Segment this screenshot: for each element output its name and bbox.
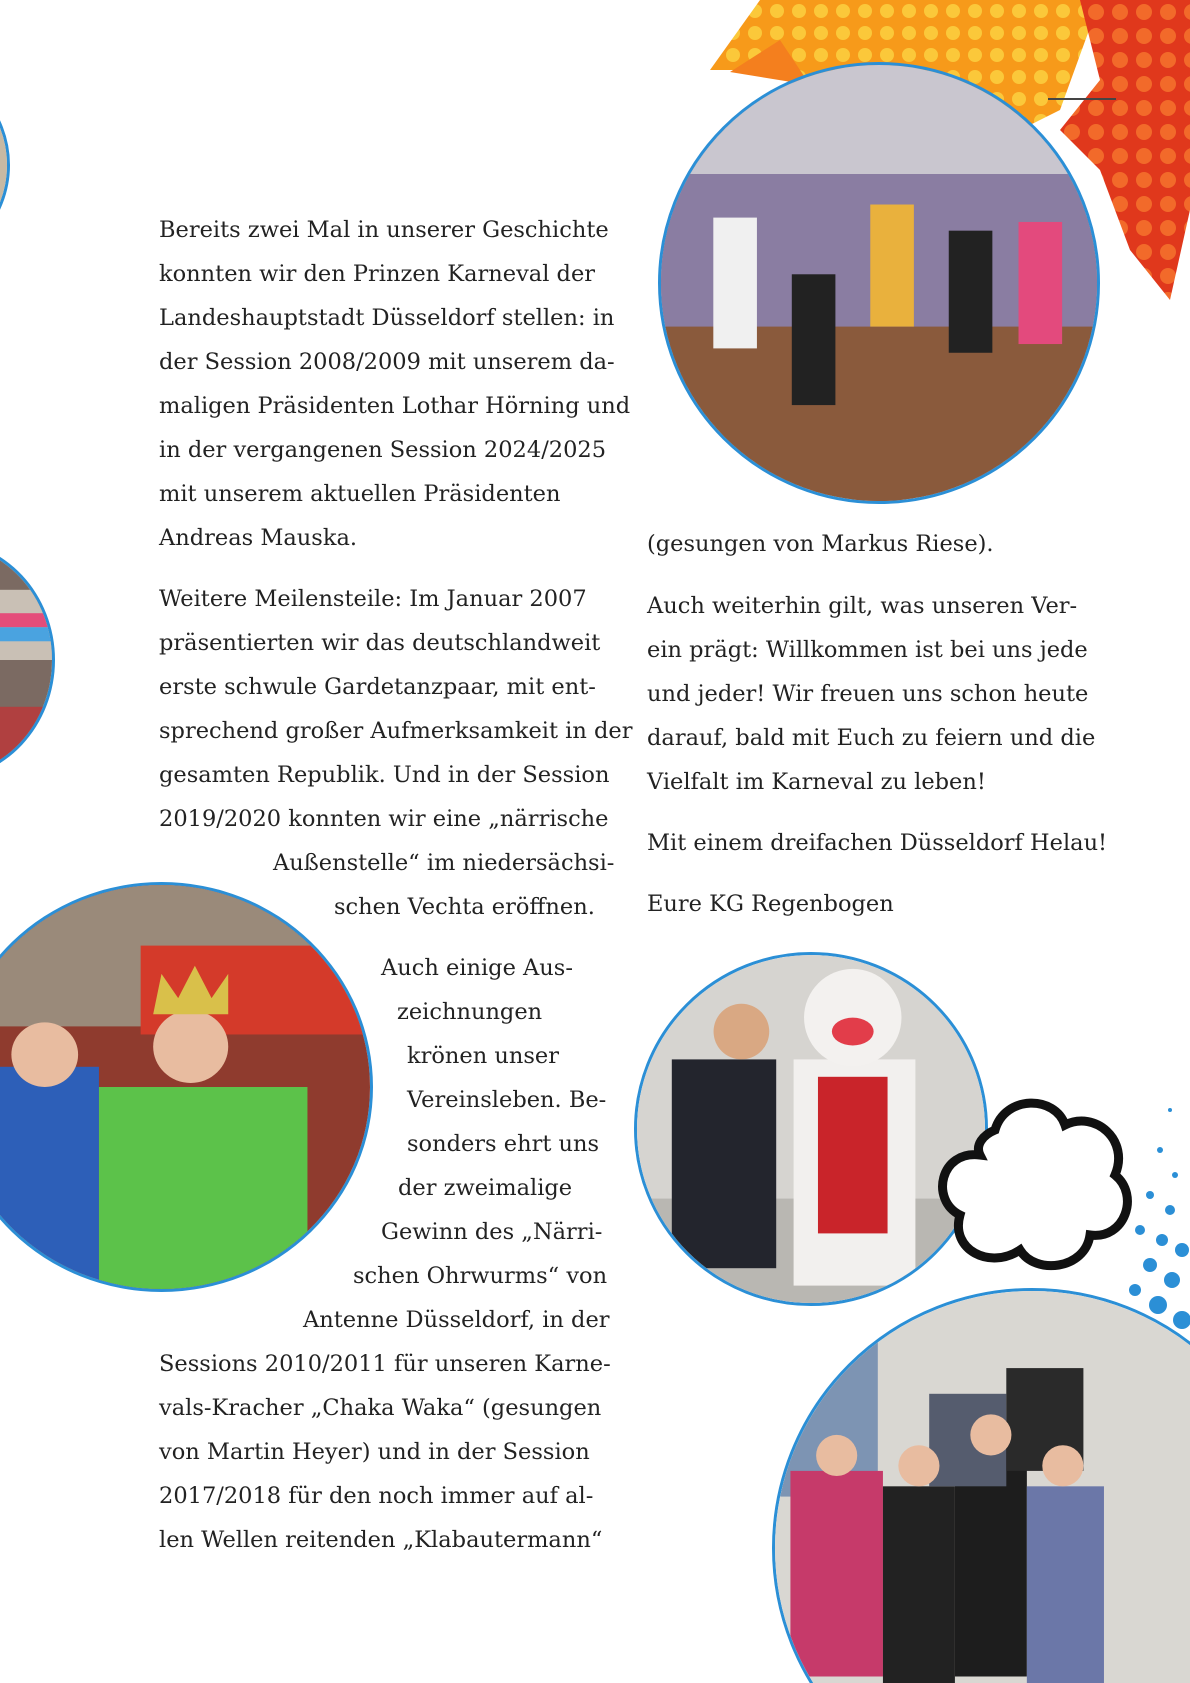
closing-paragraph-line: darauf, bald mit Euch zu feiern und die <box>647 725 1096 751</box>
paragraph-3-line: krönen unser <box>407 1043 559 1069</box>
paragraph-3-line: von Martin Heyer) und in der Session <box>159 1439 590 1465</box>
photo-icon <box>0 543 52 777</box>
paragraph-1-line: Bereits zwei Mal in unserer Geschichte <box>159 217 609 243</box>
paragraph-2-line: Außenstelle“ im niedersächsi- <box>273 850 615 876</box>
signature-line: Eure KG Regenbogen <box>647 891 894 917</box>
paragraph-1-line: Landeshauptstadt Düsseldorf stellen: in <box>159 305 615 331</box>
paragraph-3-line: len Wellen reitenden „Klabautermann“ <box>159 1527 603 1553</box>
paragraph-3-line: 2017/2018 für den noch immer auf al- <box>159 1483 594 1509</box>
photo-icon <box>637 955 985 1303</box>
paragraph-3-line: Antenne Düsseldorf, in der <box>303 1307 610 1333</box>
closing-paragraph-line: Auch weiterhin gilt, was unseren Ver- <box>647 593 1078 619</box>
paragraph-2-line: gesamten Republik. Und in der Session <box>159 762 610 788</box>
paragraph-1-line: maligen Präsidenten Lothar Hörning und <box>159 393 631 419</box>
paragraph-3-line: der zweimalige <box>398 1175 573 1201</box>
paragraph-3-line: Vereinsleben. Be- <box>407 1087 607 1113</box>
paragraph-3-line: zeichnungen <box>397 999 543 1025</box>
paragraph-3-line: sonders ehrt uns <box>407 1131 600 1157</box>
paragraph-1-line: mit unserem aktuellen Präsidenten <box>159 481 561 507</box>
paragraph-2-line: schen Vechta eröffnen. <box>334 894 595 920</box>
divider-line <box>1048 98 1116 100</box>
paragraph-2-line: Weitere Meilensteile: Im Januar 2007 <box>159 586 587 612</box>
paragraph-1-line: in der vergangenen Session 2024/2025 <box>159 437 607 463</box>
photo-group-stairs <box>772 1288 1190 1683</box>
paragraph-3-line: Sessions 2010/2011 für unseren Karne- <box>159 1351 611 1377</box>
paragraph-2-line: 2019/2020 konnten wir eine „närrische <box>159 806 609 832</box>
photo-icon <box>775 1291 1190 1683</box>
greeting-line: Mit einem dreifachen Düsseldorf Helau! <box>647 830 1108 856</box>
photo-icon <box>661 65 1097 501</box>
photo-icon <box>0 63 7 267</box>
paragraph-2-line: erste schwule Gardetanzpaar, mit ent- <box>159 674 596 700</box>
photo-dance-group <box>658 62 1100 504</box>
paragraph-2-line: präsentierten wir das deutschlandweit <box>159 630 601 656</box>
paragraph-1-line: der Session 2008/2009 mit unserem da- <box>159 349 615 375</box>
paragraph-continued-line: (gesungen von Markus Riese). <box>647 531 994 557</box>
paragraph-3-line: Gewinn des „Närri- <box>381 1219 603 1245</box>
paragraph-1-line: konnten wir den Prinzen Karneval der <box>159 261 596 287</box>
closing-paragraph-line: Vielfalt im Karneval zu leben! <box>647 769 986 795</box>
photo-edge-top-left <box>0 60 10 270</box>
closing-paragraph-line: und jeder! Wir freuen uns schon heute <box>647 681 1089 707</box>
photo-icon <box>0 885 370 1289</box>
paragraph-3-line: schen Ohrwurms“ von <box>353 1263 608 1289</box>
paragraph-3-line: Auch einige Aus- <box>381 955 573 981</box>
paragraph-3-line: vals-Kracher „Chaka Waka“ (gesungen <box>159 1395 602 1421</box>
paragraph-2-line: sprechend großer Aufmerksamkeit in der <box>159 718 633 744</box>
cloud-shape-decoration <box>935 1090 1135 1280</box>
closing-paragraph-line: ein prägt: Willkommen ist bei uns jede <box>647 637 1088 663</box>
photo-prince-crowns <box>0 882 373 1292</box>
paragraph-1-line: Andreas Mauska. <box>159 525 358 551</box>
photo-edge-middle-left <box>0 540 55 780</box>
